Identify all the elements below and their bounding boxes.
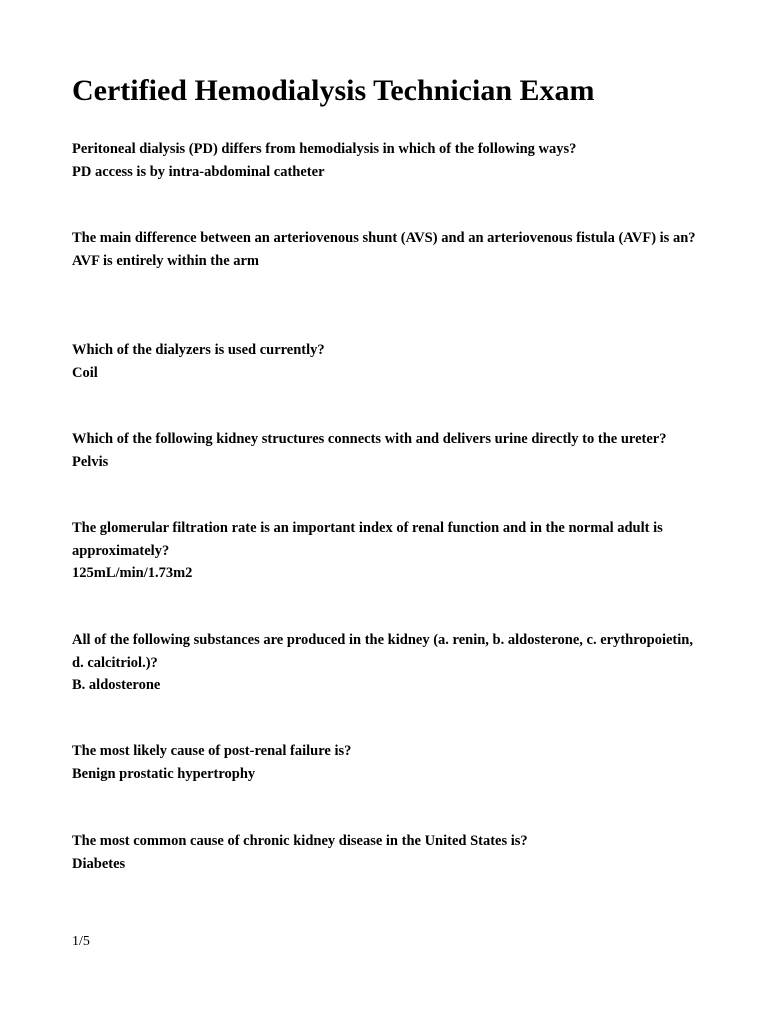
question-text: Peritoneal dialysis (PD) differs from hemodialysis in which of the following ways? [72, 141, 577, 157]
answer-text: AVF is entirely within the arm [72, 252, 260, 269]
question-text: Which of the following kidney structures connects with and delivers urine directly to the ureter? [72, 431, 667, 447]
question-text: The most common cause of chronic kidney disease in the United States is? [72, 833, 528, 849]
qa-item [72, 517, 696, 585]
question-text: The glomerular filtration rate is an important index of renal function and in the normal adult is approximately? [72, 520, 663, 559]
answer-text: Pelvis [72, 453, 109, 470]
qa-item [72, 428, 696, 473]
page-number: 1/5 [72, 934, 90, 949]
document-title: Certified Hemodialysis Technician Exam [72, 74, 595, 107]
qa-item [72, 339, 696, 384]
answer-text: B. aldosterone [72, 677, 161, 693]
qa-item [72, 740, 696, 785]
question-text: The main difference between an arteriovenous shunt (AVS) and an arteriovenous fistula (AVF) is an? [72, 230, 696, 246]
qa-item [72, 138, 696, 183]
qa-item [72, 227, 696, 272]
question-text: All of the following substances are produced in the kidney (a. renin, b. aldosterone, c. erythropoietin, d. calcitriol.)? [72, 632, 693, 671]
answer-text: 125mL/min/1.73m2 [72, 565, 193, 581]
question-text: The most likely cause of post-renal failure is? [72, 743, 352, 759]
question-text: Which of the dialyzers is used currently? [72, 342, 325, 358]
qa-item [72, 830, 696, 875]
answer-text: Diabetes [72, 855, 126, 872]
answer-text: Coil [72, 364, 98, 381]
qa-item [72, 629, 696, 697]
answer-text: PD access is by intra-abdominal catheter [72, 163, 325, 180]
answer-text: Benign prostatic hypertrophy [72, 765, 256, 782]
